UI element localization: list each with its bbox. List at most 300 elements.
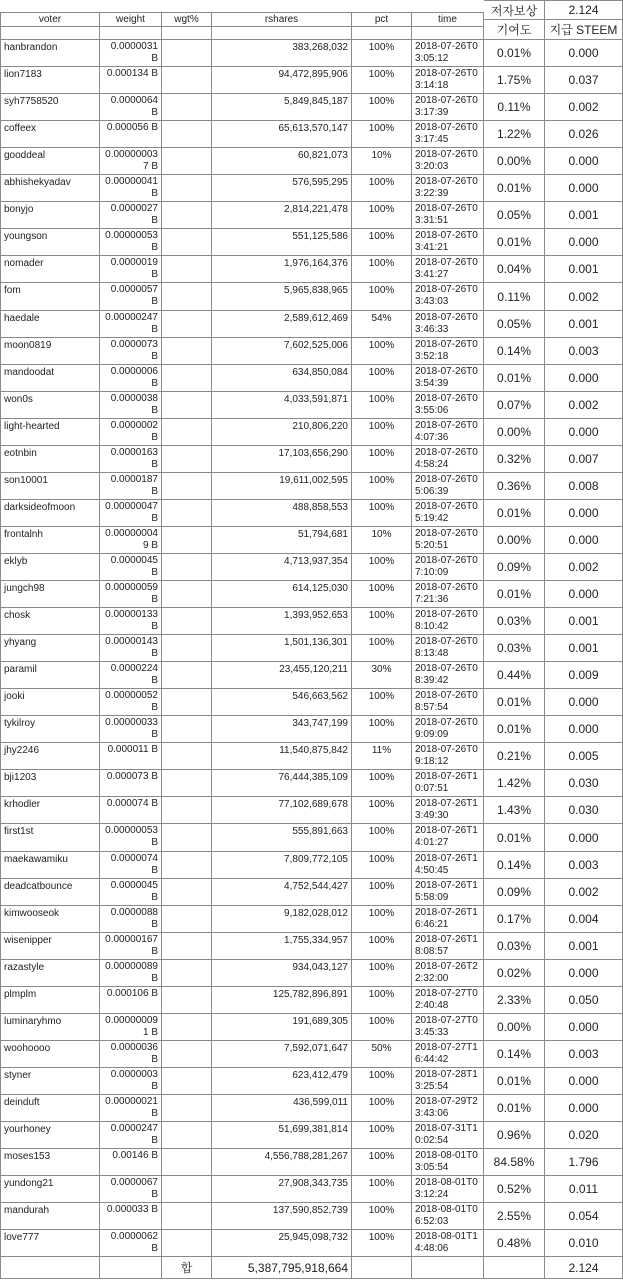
time-cell: 2018-07-31T10:02:54 [412, 1122, 484, 1149]
wgt-pct-cell [162, 906, 212, 933]
contribution-cell: 0.14% [484, 338, 545, 365]
steem-cell: 0.000 [545, 1068, 623, 1095]
contribution-cell: 0.09% [484, 554, 545, 581]
pct-cell: 100% [352, 202, 412, 229]
voter-cell: eotnbin [0, 446, 100, 473]
weight-cell: 0.00000053 B [100, 229, 162, 256]
footer-empty-cell [352, 1257, 412, 1279]
voter-cell: yundong21 [0, 1176, 100, 1203]
rshares-cell: 634,850,084 [212, 365, 352, 392]
contribution-cell: 0.01% [484, 1095, 545, 1122]
pct-cell: 100% [352, 960, 412, 987]
pct-cell: 100% [352, 635, 412, 662]
steem-cell: 0.002 [545, 392, 623, 419]
pct-cell: 100% [352, 1014, 412, 1041]
voter-cell: luminaryhmo [0, 1014, 100, 1041]
time-cell: 2018-07-26T08:57:54 [412, 689, 484, 716]
wgt-pct-cell [162, 797, 212, 824]
contribution-cell: 0.14% [484, 852, 545, 879]
contribution-cell: 0.00% [484, 1014, 545, 1041]
pct-cell: 100% [352, 1230, 412, 1257]
col-header-voter: voter [0, 12, 100, 27]
steem-cell: 0.010 [545, 1230, 623, 1257]
steem-cell: 0.001 [545, 635, 623, 662]
rshares-cell: 1,976,164,376 [212, 256, 352, 283]
time-cell: 2018-07-26T03:14:18 [412, 67, 484, 94]
col-header-contribution: 기여도 [484, 20, 545, 40]
pct-cell: 100% [352, 689, 412, 716]
wgt-pct-cell [162, 1041, 212, 1068]
voter-cell: light-hearted [0, 419, 100, 446]
rshares-cell: 9,182,028,012 [212, 906, 352, 933]
weight-cell: 0.0000006 B [100, 365, 162, 392]
weight-cell: 0.00146 B [100, 1149, 162, 1176]
steem-cell: 0.007 [545, 446, 623, 473]
voter-cell: gooddeal [0, 148, 100, 175]
weight-cell: 0.0000064 B [100, 94, 162, 121]
wgt-pct-cell [162, 824, 212, 852]
pct-cell: 100% [352, 473, 412, 500]
pct-cell: 100% [352, 581, 412, 608]
time-cell: 2018-08-01T06:52:03 [412, 1203, 484, 1230]
time-cell: 2018-07-26T03:41:27 [412, 256, 484, 283]
weight-cell: 0.000106 B [100, 987, 162, 1014]
wgt-pct-cell [162, 256, 212, 283]
time-cell: 2018-07-26T07:10:09 [412, 554, 484, 581]
pct-cell: 100% [352, 1176, 412, 1203]
time-cell: 2018-07-26T09:18:12 [412, 743, 484, 770]
contribution-cell: 0.96% [484, 1122, 545, 1149]
pct-cell: 100% [352, 94, 412, 121]
weight-cell: 0.0000045 B [100, 554, 162, 581]
contribution-cell: 0.02% [484, 960, 545, 987]
wgt-pct-cell [162, 716, 212, 743]
wgt-pct-cell [162, 1149, 212, 1176]
voter-cell: first1st [0, 824, 100, 852]
rshares-cell: 614,125,030 [212, 581, 352, 608]
rshares-cell: 4,556,788,281,267 [212, 1149, 352, 1176]
wgt-pct-cell [162, 608, 212, 635]
rshares-cell: 25,945,098,732 [212, 1230, 352, 1257]
wgt-pct-cell [162, 1068, 212, 1095]
wgt-pct-cell [162, 635, 212, 662]
col-header-pct: pct [352, 12, 412, 27]
contribution-cell: 1.75% [484, 67, 545, 94]
voter-cell: youngson [0, 229, 100, 256]
weight-cell: 0.00000059 B [100, 581, 162, 608]
pct-cell: 10% [352, 148, 412, 175]
rshares-cell: 4,752,544,427 [212, 879, 352, 906]
weight-cell: 0.0000003 B [100, 1068, 162, 1095]
voter-cell: moon0819 [0, 338, 100, 365]
wgt-pct-cell [162, 1176, 212, 1203]
rshares-cell: 383,268,032 [212, 40, 352, 67]
pct-cell: 100% [352, 1068, 412, 1095]
steem-cell: 0.000 [545, 40, 623, 67]
rshares-total: 5,387,795,918,664 [212, 1257, 352, 1279]
steem-cell: 0.054 [545, 1203, 623, 1230]
time-cell: 2018-07-26T03:43:03 [412, 283, 484, 311]
voter-cell: mandoodat [0, 365, 100, 392]
rshares-cell: 65,613,570,147 [212, 121, 352, 148]
rshares-cell: 19,611,002,595 [212, 473, 352, 500]
contribution-cell: 0.01% [484, 716, 545, 743]
rshares-cell: 934,043,127 [212, 960, 352, 987]
time-cell: 2018-07-26T13:49:30 [412, 797, 484, 824]
weight-cell: 0.00000052 B [100, 689, 162, 716]
sum-label: 합 [162, 1257, 212, 1279]
wgt-pct-cell [162, 1014, 212, 1041]
steem-cell: 1.796 [545, 1149, 623, 1176]
pct-cell: 100% [352, 824, 412, 852]
weight-cell: 0.0000036 B [100, 1041, 162, 1068]
contribution-cell: 0.05% [484, 311, 545, 338]
pct-cell: 100% [352, 283, 412, 311]
time-cell: 2018-07-26T03:46:33 [412, 311, 484, 338]
time-cell: 2018-07-26T03:17:45 [412, 121, 484, 148]
voter-cell: woohoooo [0, 1041, 100, 1068]
pct-cell: 100% [352, 67, 412, 94]
steem-cell: 0.000 [545, 1014, 623, 1041]
contribution-cell: 0.01% [484, 689, 545, 716]
rshares-cell: 1,755,334,957 [212, 933, 352, 960]
steem-cell: 0.000 [545, 527, 623, 554]
contribution-cell: 0.00% [484, 419, 545, 446]
time-cell: 2018-07-27T16:44:42 [412, 1041, 484, 1068]
contribution-cell: 0.05% [484, 202, 545, 229]
steem-cell: 0.030 [545, 770, 623, 797]
contribution-cell: 0.01% [484, 229, 545, 256]
pct-cell: 100% [352, 392, 412, 419]
time-cell: 2018-07-26T03:22:39 [412, 175, 484, 202]
time-cell: 2018-07-26T08:10:42 [412, 608, 484, 635]
weight-cell: 0.00000047 B [100, 500, 162, 527]
weight-cell: 0.00000143 B [100, 635, 162, 662]
voter-cell: jhy2246 [0, 743, 100, 770]
steem-cell: 0.000 [545, 824, 623, 852]
voter-cell: chosk [0, 608, 100, 635]
wgt-pct-cell [162, 148, 212, 175]
weight-cell: 0.00000053 B [100, 824, 162, 852]
rshares-cell: 546,663,562 [212, 689, 352, 716]
voter-cell: wisenipper [0, 933, 100, 960]
wgt-pct-cell [162, 1230, 212, 1257]
voter-cell: jooki [0, 689, 100, 716]
pct-cell: 100% [352, 365, 412, 392]
time-cell: 2018-07-26T14:50:45 [412, 852, 484, 879]
voter-cell: frontalnh [0, 527, 100, 554]
time-cell: 2018-08-01T03:12:24 [412, 1176, 484, 1203]
wgt-pct-cell [162, 1122, 212, 1149]
voter-cell: kimwooseok [0, 906, 100, 933]
voter-cell: fom [0, 283, 100, 311]
weight-cell: 0.00000033 B [100, 716, 162, 743]
steem-cell: 0.000 [545, 960, 623, 987]
pct-cell: 100% [352, 1095, 412, 1122]
footer-empty-cell [0, 1257, 100, 1279]
contribution-cell: 0.01% [484, 175, 545, 202]
rshares-cell: 2,589,612,469 [212, 311, 352, 338]
steem-cell: 0.009 [545, 662, 623, 689]
pct-cell: 100% [352, 1149, 412, 1176]
time-cell: 2018-07-26T14:01:27 [412, 824, 484, 852]
rshares-cell: 576,595,295 [212, 175, 352, 202]
voter-cell: love777 [0, 1230, 100, 1257]
contribution-cell: 84.58% [484, 1149, 545, 1176]
steem-cell: 0.000 [545, 500, 623, 527]
wgt-pct-cell [162, 852, 212, 879]
contribution-cell: 0.01% [484, 581, 545, 608]
wgt-pct-cell [162, 40, 212, 67]
rshares-cell: 488,858,553 [212, 500, 352, 527]
contribution-cell: 0.00% [484, 148, 545, 175]
wgt-pct-cell [162, 121, 212, 148]
time-cell: 2018-08-01T03:05:54 [412, 1149, 484, 1176]
rshares-cell: 4,033,591,871 [212, 392, 352, 419]
contribution-cell: 0.01% [484, 824, 545, 852]
contribution-cell: 2.33% [484, 987, 545, 1014]
steem-cell: 0.008 [545, 473, 623, 500]
weight-cell: 0.00000003 7 B [100, 148, 162, 175]
pct-cell: 100% [352, 338, 412, 365]
voter-cell: styner [0, 1068, 100, 1095]
time-cell: 2018-07-26T09:09:09 [412, 716, 484, 743]
steem-cell: 0.001 [545, 202, 623, 229]
pct-cell: 100% [352, 446, 412, 473]
contribution-cell: 0.01% [484, 365, 545, 392]
weight-cell: 0.000011 B [100, 743, 162, 770]
steem-cell: 0.001 [545, 933, 623, 960]
time-cell: 2018-07-29T23:43:06 [412, 1095, 484, 1122]
time-cell: 2018-07-26T16:46:21 [412, 906, 484, 933]
col-header-payout-steem: 지급 STEEM [545, 20, 623, 40]
weight-cell: 0.0000163 B [100, 446, 162, 473]
pct-cell: 11% [352, 743, 412, 770]
rshares-cell: 137,590,852,739 [212, 1203, 352, 1230]
rshares-cell: 5,965,838,965 [212, 283, 352, 311]
steem-cell: 0.050 [545, 987, 623, 1014]
voter-cell: bonyjo [0, 202, 100, 229]
pct-cell: 100% [352, 40, 412, 67]
steem-cell: 0.003 [545, 1041, 623, 1068]
wgt-pct-cell [162, 662, 212, 689]
pct-cell: 100% [352, 121, 412, 148]
pct-cell: 100% [352, 229, 412, 256]
steem-cell: 0.000 [545, 365, 623, 392]
wgt-pct-cell [162, 933, 212, 960]
weight-cell: 0.0000045 B [100, 879, 162, 906]
pct-cell: 100% [352, 608, 412, 635]
contribution-cell: 0.11% [484, 94, 545, 121]
voter-cell: jungch98 [0, 581, 100, 608]
pct-cell: 100% [352, 256, 412, 283]
weight-cell: 0.0000088 B [100, 906, 162, 933]
voter-cell: deinduft [0, 1095, 100, 1122]
contribution-cell: 1.42% [484, 770, 545, 797]
steem-cell: 0.003 [545, 852, 623, 879]
wgt-pct-cell [162, 67, 212, 94]
contribution-cell: 0.36% [484, 473, 545, 500]
pct-cell: 100% [352, 852, 412, 879]
time-cell: 2018-07-26T05:06:39 [412, 473, 484, 500]
rshares-cell: 191,689,305 [212, 1014, 352, 1041]
steem-cell: 0.000 [545, 419, 623, 446]
time-cell: 2018-07-26T03:17:39 [412, 94, 484, 121]
weight-cell: 0.000134 B [100, 67, 162, 94]
time-cell: 2018-07-27T03:45:33 [412, 1014, 484, 1041]
contribution-cell: 1.22% [484, 121, 545, 148]
time-cell: 2018-08-01T14:48:06 [412, 1230, 484, 1257]
contribution-cell: 0.00% [484, 527, 545, 554]
voter-cell: razastyle [0, 960, 100, 987]
header-spacer [352, 27, 412, 40]
voter-cell: yhyang [0, 635, 100, 662]
col-header-time: time [412, 12, 484, 27]
time-cell: 2018-07-26T08:39:42 [412, 662, 484, 689]
wgt-pct-cell [162, 581, 212, 608]
weight-cell: 0.0000002 B [100, 419, 162, 446]
voter-cell: nomader [0, 256, 100, 283]
col-header-rshares: rshares [212, 12, 352, 27]
wgt-pct-cell [162, 392, 212, 419]
pct-cell: 10% [352, 527, 412, 554]
weight-cell: 0.0000187 B [100, 473, 162, 500]
steem-cell: 0.000 [545, 716, 623, 743]
voter-cell: darksideofmoon [0, 500, 100, 527]
wgt-pct-cell [162, 229, 212, 256]
voter-cell: abhishekyadav [0, 175, 100, 202]
voter-cell: eklyb [0, 554, 100, 581]
contribution-cell: 0.03% [484, 608, 545, 635]
steem-cell: 0.004 [545, 906, 623, 933]
steem-cell: 0.000 [545, 581, 623, 608]
rshares-cell: 1,393,952,653 [212, 608, 352, 635]
time-cell: 2018-07-26T03:52:18 [412, 338, 484, 365]
pct-cell: 100% [352, 716, 412, 743]
header-spacer [100, 27, 162, 40]
pct-cell: 100% [352, 906, 412, 933]
rshares-cell: 23,455,120,211 [212, 662, 352, 689]
steem-cell: 0.002 [545, 554, 623, 581]
author-reward-label: 저자보상 [484, 0, 545, 20]
col-header-wgt-pct: wgt% [162, 12, 212, 27]
steem-cell: 0.000 [545, 148, 623, 175]
rshares-cell: 2,814,221,478 [212, 202, 352, 229]
pct-cell: 30% [352, 662, 412, 689]
weight-cell: 0.0000074 B [100, 852, 162, 879]
voter-cell: paramil [0, 662, 100, 689]
contribution-cell: 0.01% [484, 500, 545, 527]
weight-cell: 0.00000167 B [100, 933, 162, 960]
pct-cell: 100% [352, 770, 412, 797]
contribution-cell: 0.11% [484, 283, 545, 311]
wgt-pct-cell [162, 202, 212, 229]
wgt-pct-cell [162, 338, 212, 365]
steem-cell: 0.037 [545, 67, 623, 94]
voter-cell: son10001 [0, 473, 100, 500]
rshares-cell: 343,747,199 [212, 716, 352, 743]
voter-cell: moses153 [0, 1149, 100, 1176]
time-cell: 2018-07-26T18:08:57 [412, 933, 484, 960]
wgt-pct-cell [162, 554, 212, 581]
pct-cell: 100% [352, 879, 412, 906]
wgt-pct-cell [162, 879, 212, 906]
contribution-cell: 0.04% [484, 256, 545, 283]
weight-cell: 0.000056 B [100, 121, 162, 148]
wgt-pct-cell [162, 311, 212, 338]
time-cell: 2018-07-26T05:20:51 [412, 527, 484, 554]
rshares-cell: 7,809,772,105 [212, 852, 352, 879]
wgt-pct-cell [162, 473, 212, 500]
weight-cell: 0.0000067 B [100, 1176, 162, 1203]
wgt-pct-cell [162, 743, 212, 770]
rshares-cell: 77,102,689,678 [212, 797, 352, 824]
footer-empty-cell [484, 1257, 545, 1279]
time-cell: 2018-07-28T13:25:54 [412, 1068, 484, 1095]
rshares-cell: 7,602,525,006 [212, 338, 352, 365]
voter-cell: deadcatbounce [0, 879, 100, 906]
time-cell: 2018-07-26T08:13:48 [412, 635, 484, 662]
weight-cell: 0.00000089 B [100, 960, 162, 987]
voter-cell: krhodler [0, 797, 100, 824]
contribution-cell: 0.17% [484, 906, 545, 933]
weight-cell: 0.000033 B [100, 1203, 162, 1230]
pct-cell: 100% [352, 933, 412, 960]
contribution-cell: 0.32% [484, 446, 545, 473]
contribution-cell: 0.52% [484, 1176, 545, 1203]
weight-cell: 0.0000031 B [100, 40, 162, 67]
contribution-cell: 0.21% [484, 743, 545, 770]
voter-cell: lion7183 [0, 67, 100, 94]
weight-cell: 0.00000133 B [100, 608, 162, 635]
rshares-cell: 4,713,937,354 [212, 554, 352, 581]
wgt-pct-cell [162, 365, 212, 392]
weight-cell: 0.00000004 9 B [100, 527, 162, 554]
rshares-cell: 623,412,479 [212, 1068, 352, 1095]
time-cell: 2018-07-26T05:19:42 [412, 500, 484, 527]
steem-cell: 0.000 [545, 1095, 623, 1122]
pct-cell: 100% [352, 175, 412, 202]
steem-cell: 0.011 [545, 1176, 623, 1203]
steem-cell: 0.002 [545, 94, 623, 121]
voter-cell: maekawamiku [0, 852, 100, 879]
wgt-pct-cell [162, 1203, 212, 1230]
voter-cell: yourhoney [0, 1122, 100, 1149]
contribution-cell: 0.03% [484, 933, 545, 960]
weight-cell: 0.00000009 1 B [100, 1014, 162, 1041]
steem-cell: 0.001 [545, 311, 623, 338]
steem-cell: 0.000 [545, 689, 623, 716]
time-cell: 2018-07-26T03:41:21 [412, 229, 484, 256]
wgt-pct-cell [162, 770, 212, 797]
voter-cell: won0s [0, 392, 100, 419]
weight-cell: 0.000074 B [100, 797, 162, 824]
wgt-pct-cell [162, 987, 212, 1014]
pct-cell: 50% [352, 1041, 412, 1068]
voter-cell: coffeex [0, 121, 100, 148]
rshares-cell: 11,540,875,842 [212, 743, 352, 770]
steem-cell: 0.002 [545, 879, 623, 906]
rshares-cell: 125,782,896,891 [212, 987, 352, 1014]
rshares-cell: 76,444,385,109 [212, 770, 352, 797]
contribution-cell: 1.43% [484, 797, 545, 824]
weight-cell: 0.0000027 B [100, 202, 162, 229]
time-cell: 2018-07-26T15:58:09 [412, 879, 484, 906]
time-cell: 2018-07-27T02:40:48 [412, 987, 484, 1014]
pct-cell: 54% [352, 311, 412, 338]
steem-cell: 0.000 [545, 229, 623, 256]
voter-cell: bji1203 [0, 770, 100, 797]
